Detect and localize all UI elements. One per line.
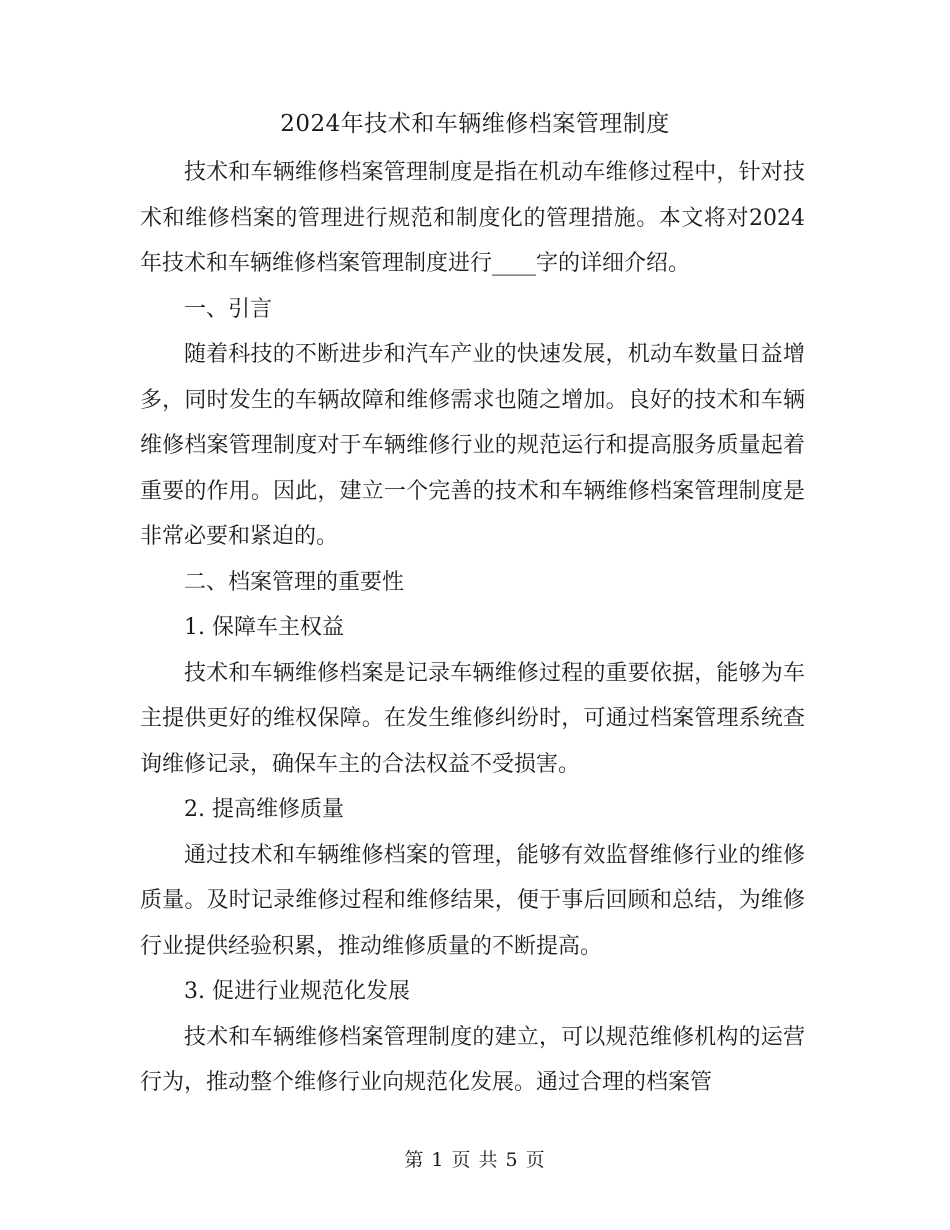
section-heading-1: 一、引言 bbox=[184, 296, 273, 322]
document-body bbox=[140, 150, 805, 1106]
section-heading-2: 二、档案管理的重要性 bbox=[184, 569, 405, 595]
document-title: 2024年技术和车辆维修档案管理制度 bbox=[280, 111, 670, 137]
subsection-2-paragraph: 通过技术和车辆维修档案的管理，能够有效监督维修行业的维修质量。及时记录维修过程和维修结果，便于事后回顾和总结，为维修行业提供经验积累，推动维修质量的不断提高。 bbox=[140, 842, 805, 959]
subsection-3-paragraph: 技术和车辆维修档案管理制度的建立，可以规范维修机构的运营行为，推动整个维修行业向规范化发展。通过合理的档案管 bbox=[140, 1024, 805, 1095]
subsection-heading-1: 1. 保障车主权益 bbox=[184, 615, 344, 640]
subsection-heading-3: 3. 促进行业规范化发展 bbox=[184, 979, 410, 1004]
subsection-heading-2: 2. 提高维修质量 bbox=[184, 797, 344, 822]
intro-paragraph: 技术和车辆维修档案管理制度是指在机动车维修过程中，针对技术和维修档案的管理进行规范和制度化的管理措施。本文将对2024年技术和车辆维修档案管理制度进行____字的详细介绍。 bbox=[140, 160, 805, 276]
page-footer: 第 1 页 共 5 页 bbox=[404, 1149, 546, 1171]
subsection-1-paragraph: 技术和车辆维修档案是记录车辆维修过程的重要依据，能够为车主提供更好的维权保障。在发生维修纠纷时，可通过档案管理系统查询维修记录，确保车主的合法权益不受损害。 bbox=[140, 660, 805, 777]
section-1-paragraph: 随着科技的不断进步和汽车产业的快速发展，机动车数量日益增多，同时发生的车辆故障和维修需求也随之增加。良好的技术和车辆维修档案管理制度对于车辆维修行业的规范运行和提高服务质量起着重要的作用。因此，建立一个完善的技术和车辆维修档案管理制度是非常必要和紧迫的。 bbox=[140, 342, 805, 549]
